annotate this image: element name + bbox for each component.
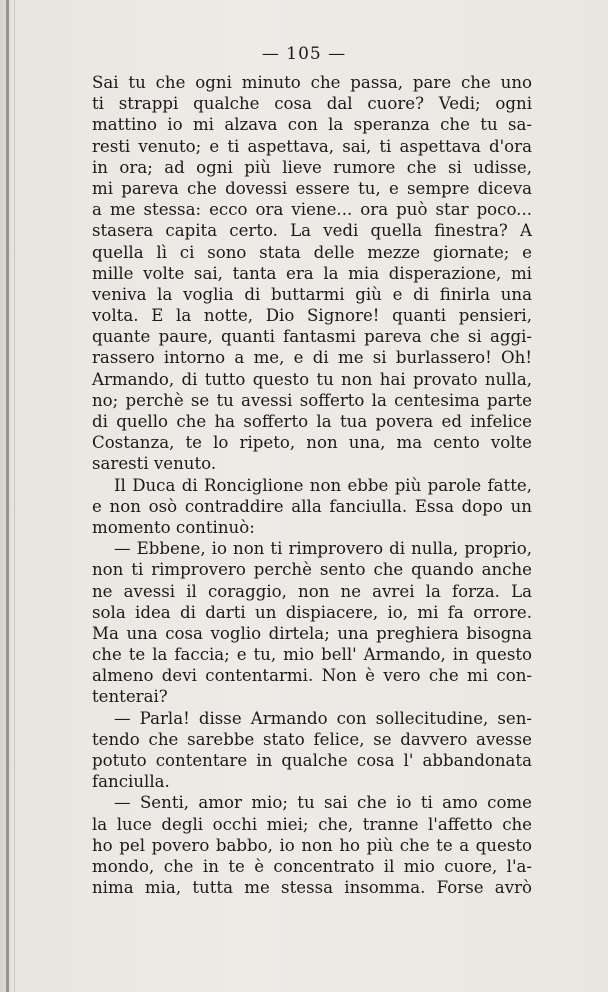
text-line: Ma una cosa voglio dirtela; una preghiera bisogna (92, 623, 532, 643)
text-line: quante paure, quanti fantasmi pareva che si aggi- (92, 327, 532, 347)
text-line: tenterai? (92, 687, 168, 707)
text-line: Sai tu che ogni minuto che passa, pare che uno (92, 73, 532, 92)
text-line: fanciulla. (92, 772, 170, 792)
page-text (92, 72, 532, 898)
text-line: quella lì ci sono stata delle mezze giornate; e (92, 242, 532, 262)
text-line: saresti venuto. (92, 454, 217, 474)
text-line: nima mia, tutta me stessa insomma. Forse avrò (92, 878, 532, 898)
text-line: sola idea di darti un dispiacere, io, mi fa orrore. (92, 602, 532, 622)
text-line: Armando, di tutto questo tu non hai provato nulla, (92, 369, 532, 389)
text-line: volta. E la notte, Dio Signore! quanti pensieri, (92, 306, 532, 326)
text-line: resti venuto; e ti aspettava, sai, ti aspettava d'ora (92, 136, 532, 156)
text-line: mille volte sai, tanta era la mia disperazione, mi (92, 263, 532, 283)
page-binding-edge (6, 0, 9, 992)
text-line: che te la faccia; e tu, mio bell' Armando, in questo (92, 645, 532, 665)
text-line: tendo che sarebbe stato felice, se davvero avesse (92, 729, 532, 749)
text-line: veniva la voglia di buttarmi giù e di finirla una (92, 284, 532, 304)
page-number: — 105 — (261, 44, 347, 64)
text-line: mattino io mi alzava con la speranza che tu sa- (92, 115, 532, 135)
text-line: — Parla! disse Armando con sollecitudine, sen- (114, 708, 532, 728)
text-line: in ora; ad ogni più lieve rumore che si udisse, (92, 157, 532, 177)
text-line: no; perchè se tu avessi sofferto la centesima parte (92, 390, 532, 410)
text-line: ho pel povero babbo, io non ho più che te a questo (92, 835, 532, 855)
text-line: e non osò contraddire alla fanciulla. Essa dopo un (92, 496, 532, 516)
text-line: ne avessi il coraggio, non ne avrei la forza. La (92, 581, 532, 601)
text-line: non ti rimprovero perchè sento che quando anche (92, 560, 532, 580)
page-binding-shadow (14, 0, 15, 992)
text-line: almeno devi contentarmi. Non è vero che mi con- (92, 666, 532, 686)
text-line: di quello che ha sofferto la tua povera ed infelice (92, 412, 532, 431)
text-line: ti strappi qualche cosa dal cuore? Vedi; ogni (92, 94, 532, 114)
text-line: Costanza, te lo ripeto, non una, ma cento volte (92, 433, 532, 453)
text-line: la luce degli occhi miei; che, tranne l'affetto che (92, 814, 532, 834)
text-line: stasera capita certo. La vedi quella finestra? A (92, 221, 532, 241)
text-line: momento continuò: (92, 517, 255, 537)
text-line: — Ebbene, io non ti rimprovero di nulla, proprio, (114, 539, 532, 559)
text-line: mi pareva che dovessi essere tu, e sempre diceva (92, 178, 532, 198)
text-line: a me stessa: ecco ora viene... ora può star poco... (92, 200, 532, 220)
text-line: — Senti, amor mio; tu sai che io ti amo come (114, 793, 532, 813)
text-line: Il Duca di Ronciglione non ebbe più parole fatte, (114, 475, 532, 495)
text-line: potuto contentare in qualche cosa l' abbandonata (92, 751, 532, 770)
text-line: mondo, che in te è concentrato il mio cuore, l'a- (92, 856, 532, 876)
text-line: rassero intorno a me, e di me si burlassero! Oh! (92, 348, 532, 368)
